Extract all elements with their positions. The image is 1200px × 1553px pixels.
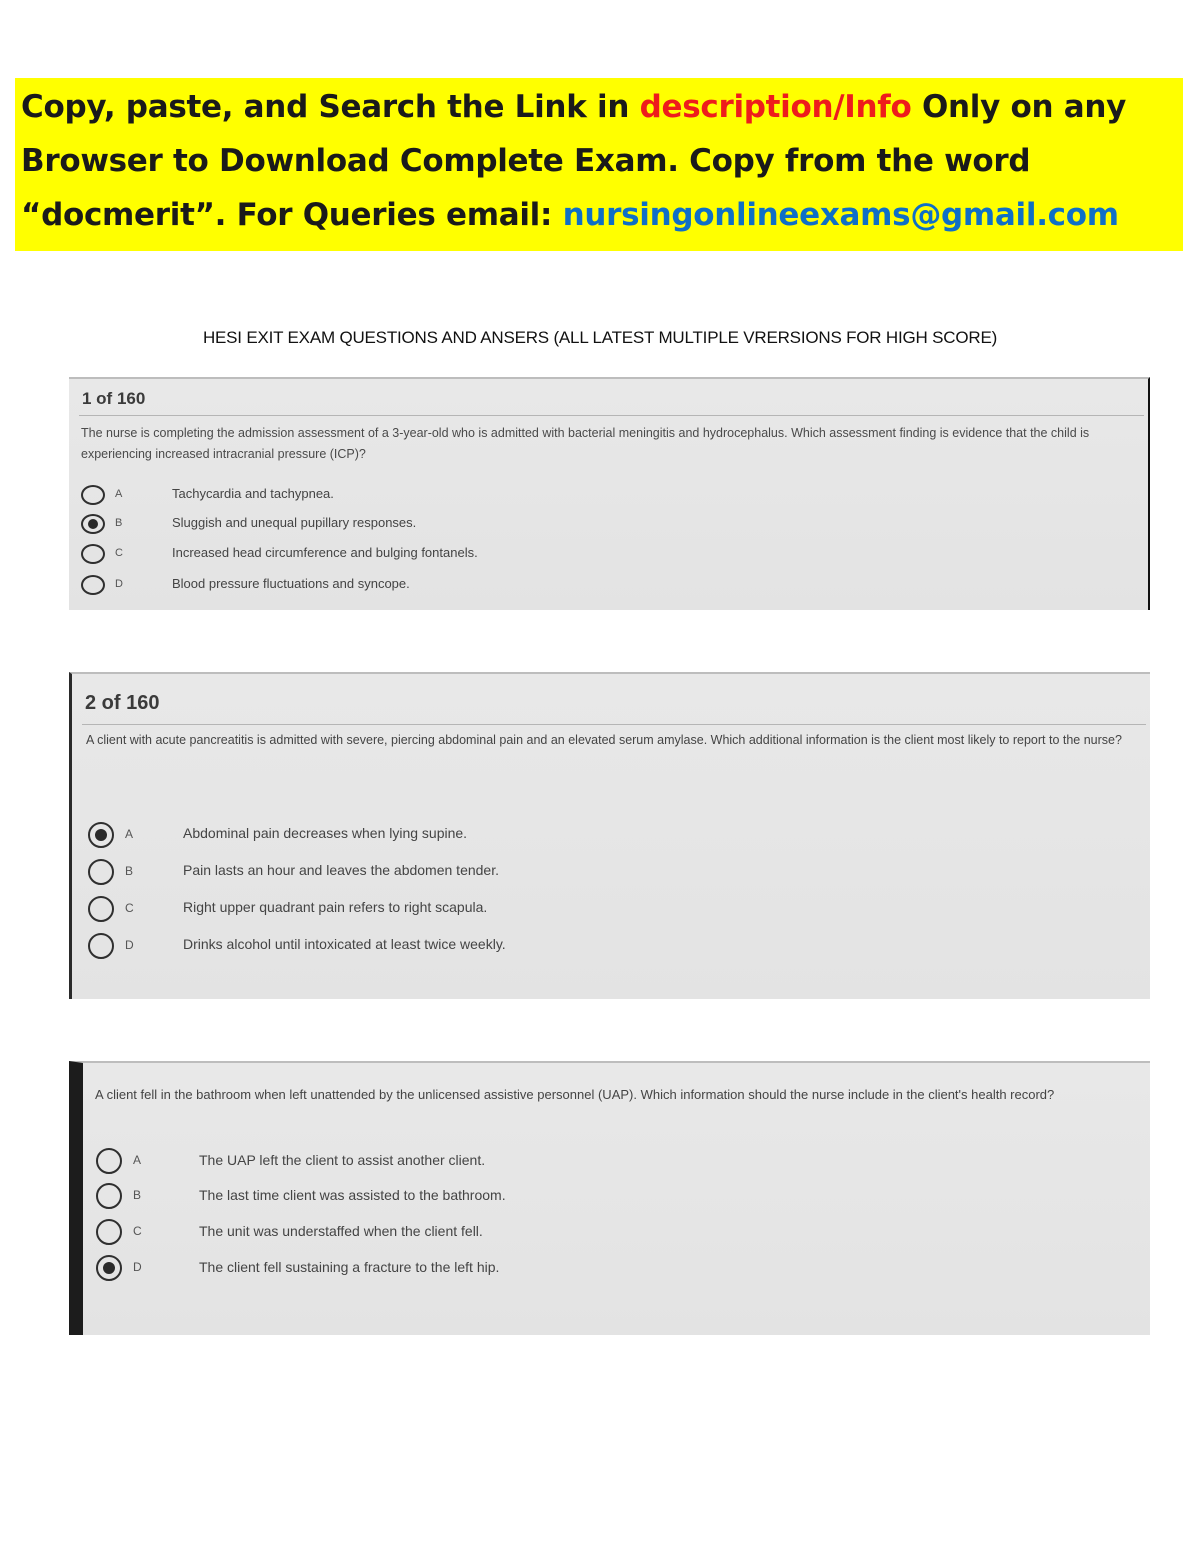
question-counter: 1 of 160 bbox=[82, 389, 146, 408]
banner-text: “docmerit”. For Queries email: bbox=[21, 197, 563, 233]
radio-button-selected[interactable] bbox=[88, 822, 114, 848]
option-text: Increased head circumference and bulging fontanels. bbox=[172, 545, 478, 560]
divider bbox=[79, 415, 1144, 416]
question-text: A client fell in the bathroom when left unattended by the unlicensed assistive personnel (UAP). Which information should the nurse include in the client's health record? bbox=[95, 1087, 1055, 1102]
option-letter: C bbox=[133, 1224, 142, 1238]
option-letter: C bbox=[125, 901, 134, 915]
banner-text: Copy, paste, and Search the Link in bbox=[21, 89, 640, 125]
option-letter: D bbox=[133, 1260, 142, 1274]
radio-button-selected[interactable] bbox=[96, 1255, 122, 1281]
banner-line-1 bbox=[21, 80, 1183, 134]
option-text: The unit was understaffed when the client fell. bbox=[199, 1223, 483, 1239]
question-card-1 bbox=[69, 377, 1150, 610]
radio-button[interactable] bbox=[96, 1183, 122, 1209]
option-letter: D bbox=[125, 938, 134, 952]
radio-button-selected[interactable] bbox=[81, 514, 105, 534]
option-text: Right upper quadrant pain refers to right scapula. bbox=[183, 899, 488, 915]
banner-text: Only on any bbox=[911, 89, 1127, 125]
radio-button[interactable] bbox=[88, 859, 114, 885]
radio-button[interactable] bbox=[96, 1219, 122, 1245]
question-text: The nurse is completing the admission assessment of a 3-year-old who is admitted with bacterial meningitis and hydrocephalus. Which assessment finding is evidence that the child is experiencing increased intracranial pressure (ICP)? bbox=[81, 426, 1090, 461]
radio-button[interactable] bbox=[96, 1148, 122, 1174]
option-letter: C bbox=[115, 547, 123, 559]
question-counter: 2 of 160 bbox=[85, 692, 160, 714]
radio-button[interactable] bbox=[88, 896, 114, 922]
banner-highlight: description/Info bbox=[639, 89, 912, 125]
option-letter: A bbox=[133, 1153, 142, 1167]
radio-button[interactable] bbox=[81, 544, 105, 564]
banner-line-2: Browser to Download Complete Exam. Copy from the word bbox=[21, 143, 1031, 179]
option-text: Drinks alcohol until intoxicated at least twice weekly. bbox=[183, 936, 506, 952]
divider bbox=[82, 724, 1146, 725]
radio-button[interactable] bbox=[81, 485, 105, 505]
option-text: Sluggish and unequal pupillary responses. bbox=[172, 515, 417, 530]
option-letter: D bbox=[115, 578, 123, 590]
option-text: Abdominal pain decreases when lying supine. bbox=[183, 825, 468, 841]
banner-line-3 bbox=[21, 188, 1183, 242]
option-text: Tachycardia and tachypnea. bbox=[172, 486, 334, 501]
option-letter: B bbox=[115, 517, 123, 529]
option-letter: B bbox=[125, 864, 134, 878]
banner-email-link[interactable]: nursingonlineexams@gmail.com bbox=[562, 197, 1119, 233]
option-letter: B bbox=[133, 1188, 142, 1202]
option-text: Pain lasts an hour and leaves the abdomen tender. bbox=[183, 862, 499, 878]
option-text: The last time client was assisted to the bathroom. bbox=[199, 1187, 506, 1203]
option-letter: A bbox=[115, 488, 123, 500]
question-text: A client with acute pancreatitis is admitted with severe, piercing abdominal pain and an elevated serum amylase. Which additional information is the client most likely to report to the nurse? bbox=[86, 733, 1122, 747]
option-text: The UAP left the client to assist another client. bbox=[199, 1152, 486, 1168]
download-banner bbox=[15, 78, 1183, 251]
option-text: Blood pressure fluctuations and syncope. bbox=[172, 576, 410, 591]
option-letter: A bbox=[125, 827, 134, 841]
radio-button[interactable] bbox=[88, 933, 114, 959]
document-title: HESI EXIT EXAM QUESTIONS AND ANSERS (ALL LATEST MULTIPLE VRERSIONS FOR HIGH SCORE) bbox=[202, 328, 998, 347]
radio-button[interactable] bbox=[81, 575, 105, 595]
option-text: The client fell sustaining a fracture to the left hip. bbox=[199, 1259, 500, 1275]
question-card-2 bbox=[69, 672, 1150, 999]
question-card-3 bbox=[69, 1061, 1150, 1335]
